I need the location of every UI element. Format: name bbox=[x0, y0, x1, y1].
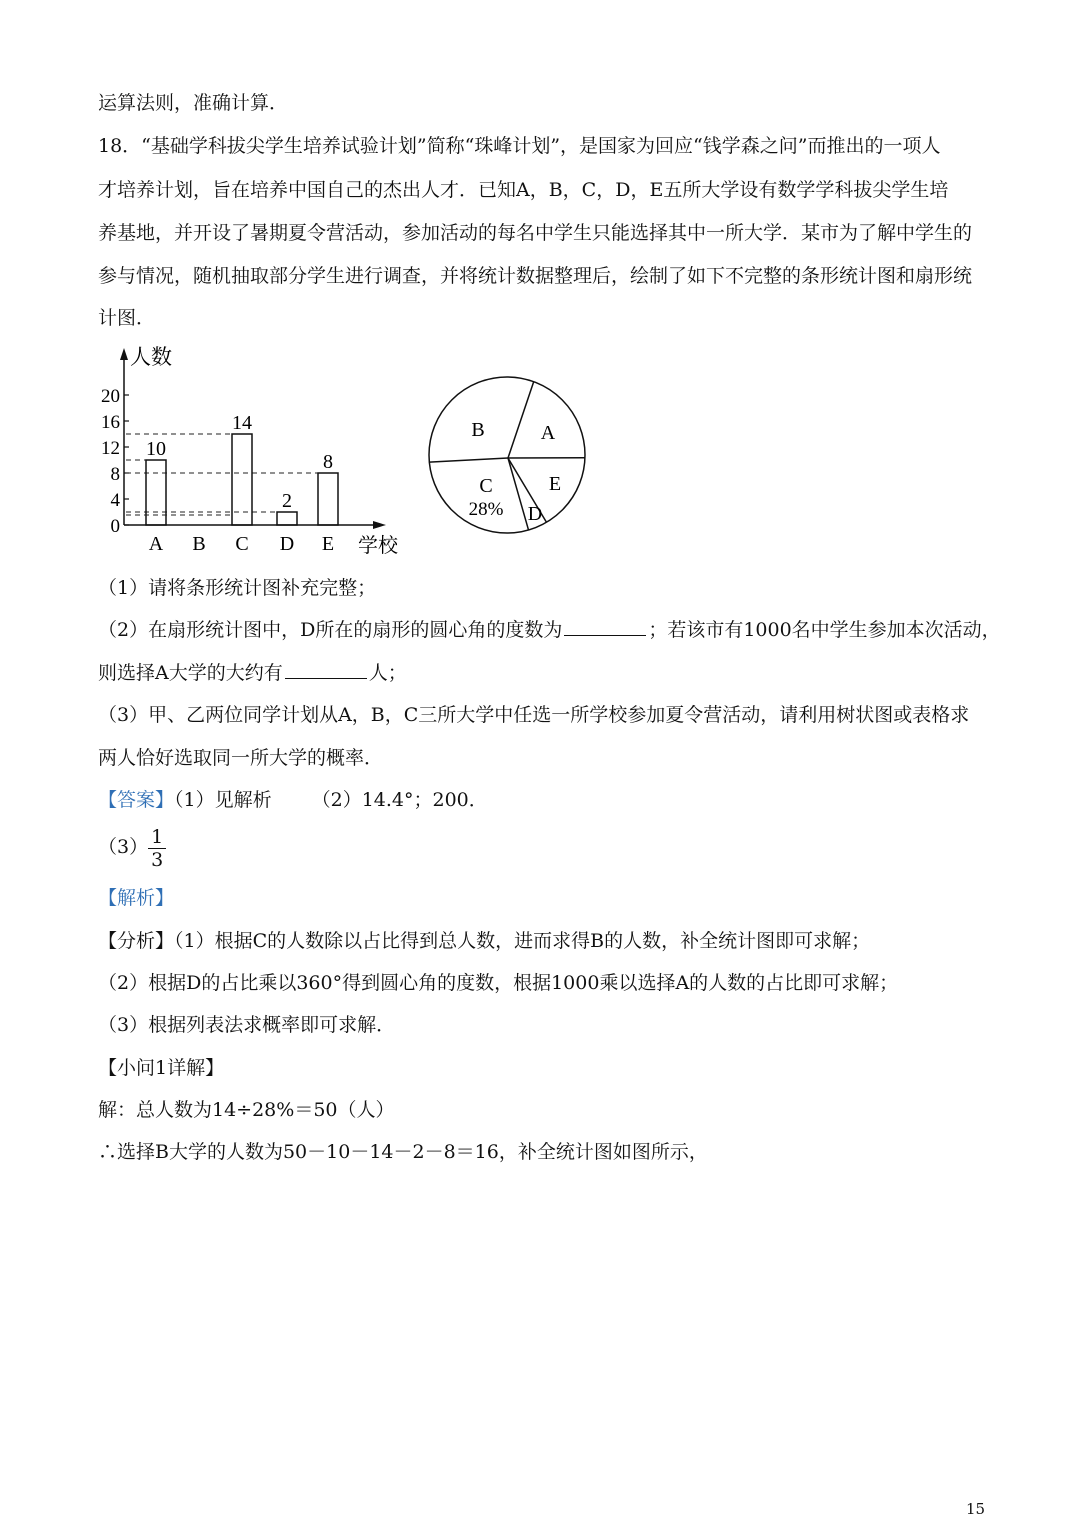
x-tick-label: C bbox=[235, 533, 249, 555]
question-part-1: （1）请将条形统计图补充完整； bbox=[98, 577, 377, 599]
bar-E bbox=[318, 473, 338, 525]
question-part-2-text-a: （2）在扇形统计图中，D所在的扇形的圆心角的度数为 bbox=[98, 619, 563, 641]
analysis-line-1: 【分析】（1）根据C的人数除以占比得到总人数，进而求得B的人数，补全统计图即可求解； bbox=[98, 930, 871, 952]
pie-label-B: B bbox=[471, 419, 485, 441]
y-tick-label: 20 bbox=[101, 386, 120, 407]
question-18-line-4: 参与情况，随机抽取部分学生进行调查，并将统计数据整理后，绘制了如下不完整的条形统计图和扇形统 bbox=[98, 265, 973, 287]
pie-label-C: C bbox=[479, 475, 493, 497]
question-18-line-2: 才培养计划，旨在培养中国自己的杰出人才．已知A，B，C，D，E五所大学设有数学学科拔尖学生培 bbox=[98, 179, 949, 201]
fraction-numerator: 1 bbox=[148, 826, 166, 849]
x-tick-label: E bbox=[321, 533, 335, 555]
fraction-denominator: 3 bbox=[151, 848, 164, 871]
answer-fraction bbox=[148, 826, 166, 871]
question-18-line-1: 18．“基础学科拔尖学生培养试验计划”简称“珠峰计划”，是国家为回应“钱学森之问”而推出的一项人 bbox=[98, 135, 941, 157]
answer-line bbox=[98, 787, 488, 813]
question-part-2-text-b: ；若该市有1000名中学生参加本次活动， bbox=[648, 619, 1001, 641]
pie-slice-boundary-B bbox=[429, 458, 508, 462]
bar-C bbox=[232, 434, 252, 525]
sub-question-heading: 【小问1详解】 bbox=[98, 1057, 225, 1079]
y-tick-label: 12 bbox=[101, 438, 120, 459]
question-part-2-line-1 bbox=[98, 617, 1001, 643]
analysis-line-3: （3）根据列表法求概率即可求解． bbox=[98, 1014, 396, 1036]
pie-slice-boundary-C bbox=[508, 458, 528, 530]
question-18-line-5: 计图． bbox=[98, 307, 156, 329]
bar-D bbox=[277, 512, 297, 525]
question-part-3-line-2: 两人恰好选取同一所大学的概率． bbox=[98, 747, 384, 769]
bar-value-label: 14 bbox=[232, 412, 252, 434]
y-axis-label: 人数 bbox=[130, 345, 172, 369]
y-tick-label: 4 bbox=[110, 490, 120, 511]
y-tick-label: 16 bbox=[101, 412, 120, 433]
pie-outline bbox=[429, 377, 585, 533]
page-number: 15 bbox=[966, 1500, 986, 1518]
question-part-2-line-2 bbox=[98, 660, 407, 686]
solution-line-1: 解：总人数为14÷28%＝50（人） bbox=[98, 1099, 395, 1121]
pie-value-label-C: 28% bbox=[468, 499, 504, 520]
pie-slice-boundary-A bbox=[508, 382, 534, 458]
answer-part-2: （2）14.4°；200． bbox=[311, 789, 488, 811]
bar-value-label: 8 bbox=[323, 451, 333, 473]
pie-label-A: A bbox=[540, 422, 556, 444]
bar-value-label: 10 bbox=[146, 438, 166, 460]
analysis-tag: 【解析】 bbox=[98, 887, 175, 909]
question-part-2-text-d: 人； bbox=[368, 662, 407, 684]
y-tick-label: 8 bbox=[110, 464, 120, 485]
answer-blank-angle bbox=[564, 617, 646, 636]
x-tick-label: D bbox=[279, 533, 295, 555]
pie-label-D: D bbox=[527, 503, 543, 525]
bar-value-label: 2 bbox=[282, 490, 292, 512]
analysis-line-2: （2）根据D的占比乘以360°得到圆心角的度数，根据1000乘以选择A的人数的占比即可求解； bbox=[98, 972, 899, 994]
text-line-0: 运算法则，准确计算． bbox=[98, 92, 289, 114]
y-axis-arrow bbox=[120, 348, 128, 360]
question-part-3-line-1: （3）甲、乙两位同学计划从A，B，C三所大学中任选一所学校参加夏令营活动，请利用树状图或表格求 bbox=[98, 704, 970, 726]
x-axis-arrow bbox=[373, 521, 386, 529]
pie-label-E: E bbox=[548, 473, 562, 495]
answer-part-3 bbox=[98, 825, 166, 871]
solution-line-2: ∴选择B大学的人数为50－10－14－2－8＝16，补全统计图如图所示， bbox=[98, 1141, 708, 1163]
question-18-line-3: 养基地，并开设了暑期夏令营活动，参加活动的每名中学生只能选择其中一所大学．某市为了解中学生的 bbox=[98, 222, 973, 244]
bar-chart bbox=[90, 338, 420, 560]
x-axis-label: 学校 bbox=[358, 535, 398, 557]
y-tick-label: 0 bbox=[110, 516, 120, 537]
answer-part-3-prefix: （3） bbox=[98, 836, 149, 858]
x-tick-label: B bbox=[192, 533, 206, 555]
question-part-2-text-c: 则选择A大学的大约有 bbox=[98, 662, 283, 684]
x-tick-label: A bbox=[148, 533, 164, 555]
answer-blank-count bbox=[285, 660, 367, 679]
pie-chart bbox=[420, 370, 600, 540]
answer-part-1: （1）见解析 bbox=[174, 789, 272, 811]
answer-tag: 【答案】 bbox=[98, 789, 175, 811]
